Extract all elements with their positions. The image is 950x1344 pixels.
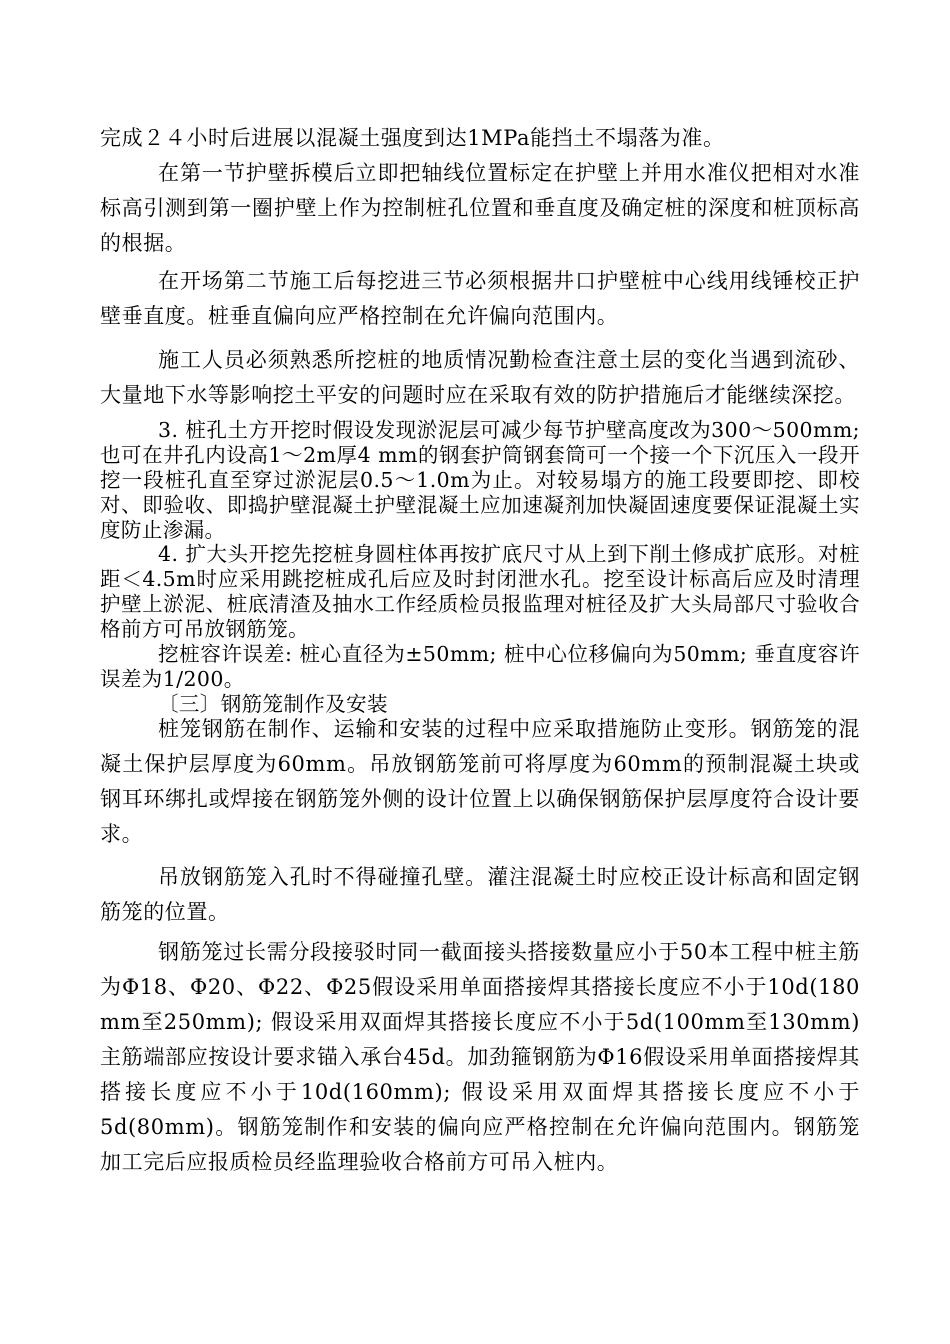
paragraph-10: 钢筋笼过长需分段接驳时同一截面接头搭接数量应小于50本工程中桩主筋为Φ18、Φ20、Φ22、Φ25假设采用单面搭接焊其搭接长度应不小于10d(180 mm至250mm); 假设采用双面焊其搭接长度应不小于5d(100mm至130mm)主筋端部应按设计要求锚入承台45d。加劲箍钢筋为Φ16假设采用单面搭接焊其搭接长度应不小于10d(160mm); 假设采用双面焊其搭接长度应不小于5d(80mm)。钢筋笼制作和安装的偏向应严格控制在允许偏向范围内。钢筋笼加工完后应报质检员经监理验收合格前方可吊入桩内。 [100, 940, 860, 1174]
paragraph-6: 4. 扩大头开挖先挖桩身圆柱体再按扩底尺寸从上到下削土修成扩底形。对桩距＜4.5m时应采用跳挖桩成孔后应及时封闭泄水孔。挖至设计标高后应及时清理护壁上淤泥、桩底清渣及抽水工作经质检员报监理对桩径及扩大头局部尺寸验收合格前方可吊放钢筋笼。 [100, 542, 860, 641]
paragraph-5: 3. 桩孔土方开挖时假设发现淤泥层可减少每节护壁高度改为300～500mm; 也可在井孔内设高1～2m厚4 mm的钢套护筒钢套筒可一个接一个下沉压入一段开挖一段桩孔直至穿过淤泥层0.5～1.0m为止。对较易塌方的施工段要即挖、即校对、即验收、即捣护壁混凝土护壁混凝土应加速凝剂加快凝固速度要保证混凝土实度防止渗漏。 [100, 418, 860, 542]
paragraph-2: 在第一节护壁拆模后立即把轴线位置标定在护壁上并用水准仪把相对水准标高引测到第一圈护壁上作为控制桩孔位置和垂直度及确定桩的深度和桩顶标高的根据。 [100, 161, 860, 255]
paragraph-3: 在开场第二节施工后每挖进三节必须根据井口护壁桩中心线用线锤校正护壁垂直度。桩垂直偏向应严格控制在允许偏向范围内。 [100, 269, 860, 328]
paragraph-7: 挖桩容许误差: 桩心直径为±50mm; 桩中心位移偏向为50mm; 垂直度容许误差为1/200。 [100, 642, 860, 691]
paragraph-9: 吊放钢筋笼入孔时不得碰撞孔壁。灌注混凝土时应校正设计标高和固定钢筋笼的位置。 [100, 865, 860, 924]
paragraph-4: 施工人员必须熟悉所挖桩的地质情况勤检查注意土层的变化当遇到流砂、大量地下水等影响挖土平安的问题时应在采取有效的防护措施后才能继续深挖。 [100, 348, 860, 407]
paragraph-8: 桩笼钢筋在制作、运输和安装的过程中应采取措施防止变形。钢筋笼的混凝土保护层厚度为60mm。吊放钢筋笼前可将厚度为60mm的预制混凝土块或钢耳环绑扎或焊接在钢筋笼外侧的设计位置上以确保钢筋保护层厚度符合设计要求。 [100, 717, 860, 846]
paragraph-1: 完成２４小时后进展以混凝土强度到达1MPa能挡土不塌落为准。 [100, 126, 725, 150]
section-heading: 〔三〕钢筋笼制作及安装 [158, 692, 388, 716]
